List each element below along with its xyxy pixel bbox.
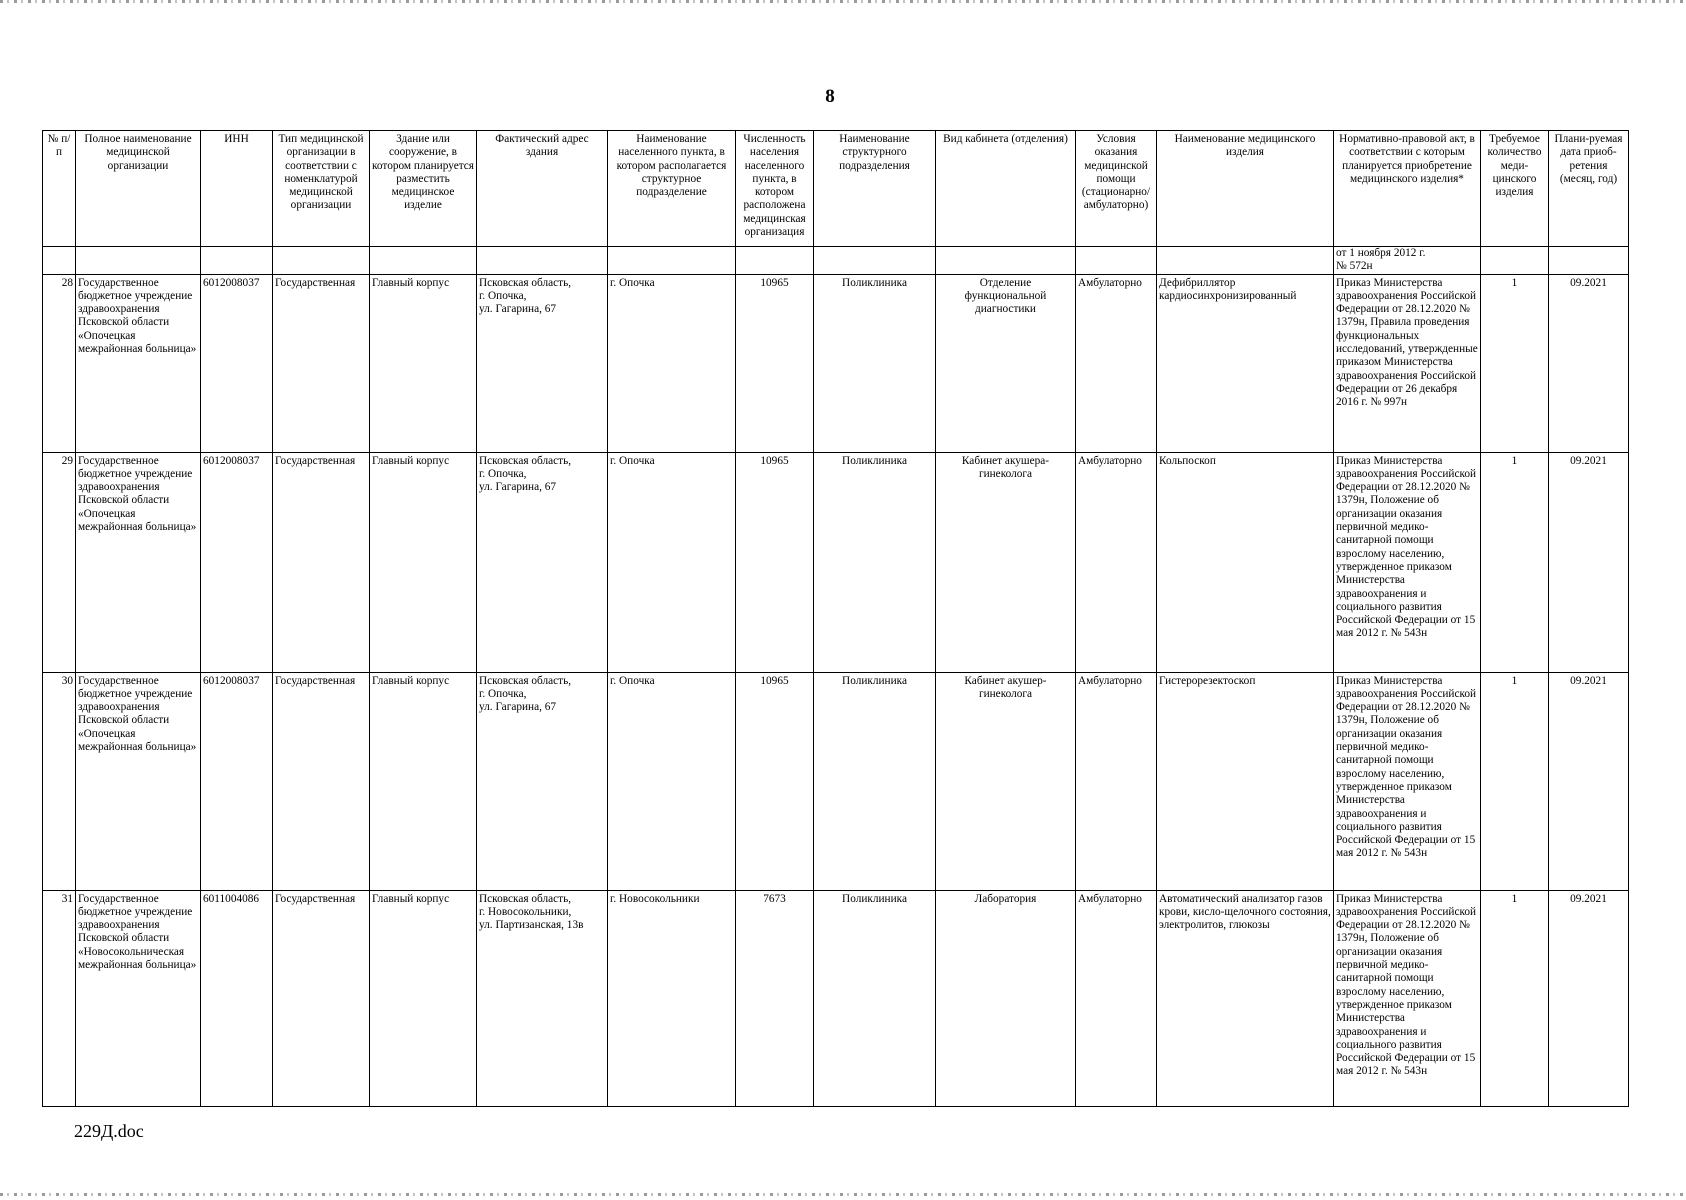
- cell-locality: г. Опочка: [608, 672, 736, 890]
- cell-address: Псковская область, г. Опочка, ул. Гагарина, 67: [477, 452, 608, 672]
- table-row: [43, 672, 1629, 890]
- scan-edge-top: [0, 0, 1686, 3]
- col-header-num: № п/п: [43, 131, 76, 247]
- table-row: [43, 452, 1629, 672]
- col-header-address: Фактический адрес здания: [477, 131, 608, 247]
- cell-division: Поликлиника: [814, 890, 936, 1106]
- cell-division: Поликлиника: [814, 274, 936, 452]
- cell-act: Приказ Министерства здравоохранения Российской Федерации от 28.12.2020 № 1379н, Положение об организации оказания первичной медико-санитарной помощи взрослому населению, утвержденное приказом Министерства здравоохранения и социального развития Российской Федерации от 15 мая 2012 г. № 543н: [1334, 890, 1481, 1106]
- cell-cabinet: Отделение функциональной диагностики: [936, 274, 1076, 452]
- carryover-act-cell: от 1 ноября 2012 г. № 572н: [1334, 247, 1481, 275]
- col-header-population: Численность населения населенного пункта, в котором расположена медицинская организация: [736, 131, 814, 247]
- cell-building: Главный корпус: [370, 452, 477, 672]
- cell-population: 10965: [736, 672, 814, 890]
- cell-population: 10965: [736, 274, 814, 452]
- document-filename: 229Д.doc: [74, 1121, 144, 1141]
- cell-device: Автоматический анализатор газов крови, кисло-щелочного состояния, электролитов, глюкозы: [1157, 890, 1334, 1106]
- cell-org: Государственное бюджетное учреждение здравоохранения Псковской области «Новосокольническая межрайонная больница»: [76, 890, 201, 1106]
- scan-edge-bottom: [0, 1193, 1686, 1196]
- cell-type: Государственная: [273, 274, 370, 452]
- cell-act: Приказ Министерства здравоохранения Российской Федерации от 28.12.2020 № 1379н, Положение об организации оказания первичной медико-санитарной помощи взрослому населению, утвержденное приказом Министерства здравоохранения и социального развития Российской Федерации от 15 мая 2012 г. № 543н: [1334, 452, 1481, 672]
- cell-conditions: Амбулаторно: [1076, 274, 1157, 452]
- cell-org: Государственное бюджетное учреждение здравоохранения Псковской области «Опочецкая межрайонная больница»: [76, 452, 201, 672]
- cell-building: Главный корпус: [370, 672, 477, 890]
- table-row: [43, 274, 1629, 452]
- cell-conditions: Амбулаторно: [1076, 890, 1157, 1106]
- cell-population: 7673: [736, 890, 814, 1106]
- cell-cabinet: Кабинет акушера-гинеколога: [936, 452, 1076, 672]
- page-number: 8: [825, 86, 835, 107]
- col-header-act: Нормативно-правовой акт, в соответствии с которым планируется приобретение медицинского изделия*: [1334, 131, 1481, 247]
- cell-qty: 1: [1481, 274, 1549, 452]
- cell-type: Государственная: [273, 452, 370, 672]
- cell-locality: г. Опочка: [608, 452, 736, 672]
- cell-locality: г. Новосокольники: [608, 890, 736, 1106]
- col-header-date: Плани-руемая дата приоб-ретения (месяц, год): [1549, 131, 1629, 247]
- col-header-qty: Требуемое количество меди-цинского изделия: [1481, 131, 1549, 247]
- cell-type: Государственная: [273, 672, 370, 890]
- cell-conditions: Амбулаторно: [1076, 452, 1157, 672]
- cell-act: Приказ Министерства здравоохранения Российской Федерации от 28.12.2020 № 1379н, Положение об организации оказания первичной медико-санитарной помощи взрослому населению, утвержденное приказом Министерства здравоохранения и социального развития Российской Федерации от 15 мая 2012 г. № 543н: [1334, 672, 1481, 890]
- col-header-division: Наименование структурного подразделения: [814, 131, 936, 247]
- cell-num: 30: [43, 672, 76, 890]
- col-header-type: Тип медицинской организации в соответствии с номенклатурой медицинской организации: [273, 131, 370, 247]
- cell-device: Гистерорезектоскоп: [1157, 672, 1334, 890]
- cell-population: 10965: [736, 452, 814, 672]
- cell-conditions: Амбулаторно: [1076, 672, 1157, 890]
- cell-inn: 6012008037: [201, 672, 273, 890]
- cell-division: Поликлиника: [814, 672, 936, 890]
- col-header-inn: ИНН: [201, 131, 273, 247]
- table-header-row: [43, 131, 1629, 247]
- cell-num: 31: [43, 890, 76, 1106]
- col-header-conditions: Условия оказания медицинской помощи (стационарно/ амбулаторно): [1076, 131, 1157, 247]
- cell-address: Псковская область, г. Новосокольники, ул. Партизанская, 13в: [477, 890, 608, 1106]
- cell-date: 09.2021: [1549, 672, 1629, 890]
- cell-cabinet: Лаборатория: [936, 890, 1076, 1106]
- cell-num: 29: [43, 452, 76, 672]
- cell-division: Поликлиника: [814, 452, 936, 672]
- cell-inn: 6011004086: [201, 890, 273, 1106]
- cell-locality: г. Опочка: [608, 274, 736, 452]
- col-header-building: Здание или сооружение, в котором планируется разместить медицинское изделие: [370, 131, 477, 247]
- cell-org: Государственное бюджетное учреждение здравоохранения Псковской области «Опочецкая межрайонная больница»: [76, 672, 201, 890]
- col-header-cabinet: Вид кабинета (отделения): [936, 131, 1076, 247]
- cell-org: Государственное бюджетное учреждение здравоохранения Псковской области «Опочецкая межрайонная больница»: [76, 274, 201, 452]
- cell-date: 09.2021: [1549, 890, 1629, 1106]
- cell-num: 28: [43, 274, 76, 452]
- cell-address: Псковская область, г. Опочка, ул. Гагарина, 67: [477, 672, 608, 890]
- cell-building: Главный корпус: [370, 890, 477, 1106]
- equipment-table: [42, 130, 1629, 1107]
- table-row: [43, 890, 1629, 1106]
- cell-inn: 6012008037: [201, 452, 273, 672]
- cell-qty: 1: [1481, 452, 1549, 672]
- cell-address: Псковская область, г. Опочка, ул. Гагарина, 67: [477, 274, 608, 452]
- cell-act: Приказ Министерства здравоохранения Российской Федерации от 28.12.2020 № 1379н, Правила проведения функциональных исследований, утвержденные приказом Министерства здравоохранения Российской Федерации от 26 декабря 2016 г. № 997н: [1334, 274, 1481, 452]
- col-header-locality: Наименование населенного пункта, в котором располагается структурное подразделение: [608, 131, 736, 247]
- table-row-carryover: [43, 247, 1629, 275]
- cell-device: Дефибриллятор кардиосинхронизированный: [1157, 274, 1334, 452]
- cell-date: 09.2021: [1549, 274, 1629, 452]
- cell-type: Государственная: [273, 890, 370, 1106]
- cell-inn: 6012008037: [201, 274, 273, 452]
- cell-date: 09.2021: [1549, 452, 1629, 672]
- cell-device: Кольпоскоп: [1157, 452, 1334, 672]
- cell-qty: 1: [1481, 672, 1549, 890]
- cell-building: Главный корпус: [370, 274, 477, 452]
- col-header-org: Полное наименование медицинской организации: [76, 131, 201, 247]
- cell-cabinet: Кабинет акушер-гинеколога: [936, 672, 1076, 890]
- col-header-device: Наименование медицинского изделия: [1157, 131, 1334, 247]
- cell-qty: 1: [1481, 890, 1549, 1106]
